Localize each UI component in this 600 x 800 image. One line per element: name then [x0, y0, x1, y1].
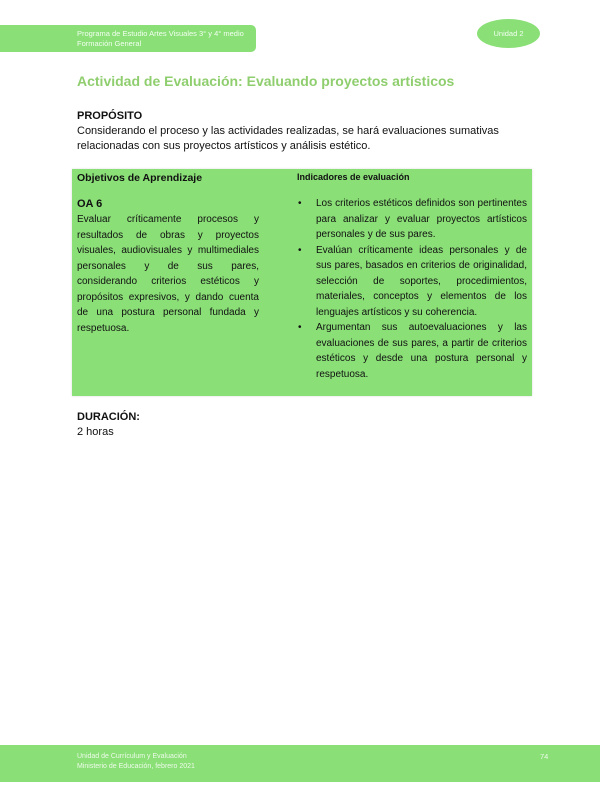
- footer-line-2: Ministerio de Educación, febrero 2021: [77, 763, 195, 770]
- footer-line-1: Unidad de Currículum y Evaluación: [77, 753, 187, 760]
- objectives-header: Objetivos de Aprendizaje: [77, 172, 203, 184]
- purpose-text: Considerando el proceso y las actividades realizadas, se hará evaluaciones sumativas relacionadas con sus proyectos artísticos y análisis estético.: [77, 125, 499, 152]
- oa-description: Evaluar críticamente procesos y resultados de obras y proyectos visuales, audiovisuales y multimediales personales y de sus pares, considerando criterios estéticos y propósitos expresivos, y dando cuenta de una postura personal fundada y respetuosa.: [77, 214, 259, 334]
- indicator-text: Argumentan sus autoevaluaciones y las evaluaciones de sus pares, a partir de criterios estéticos y desde una postura personal y respetuosa.: [316, 322, 527, 380]
- bullet-icon: •: [298, 244, 302, 256]
- oa-title: OA 6: [77, 198, 103, 210]
- duration-value: 2 horas: [77, 426, 114, 438]
- program-line-2: Formación General: [77, 38, 142, 48]
- indicator-text: Los criterios estéticos definidos son pertinentes para analizar y evaluar proyectos artísticos personales y de sus pares.: [316, 198, 527, 240]
- page-title: Actividad de Evaluación: Evaluando proyectos artísticos: [77, 73, 455, 89]
- objectives-table: [72, 169, 532, 396]
- program-line-1: Programa de Estudio Artes Visuales 3° y 4° medio: [77, 29, 244, 38]
- indicators-list: [297, 196, 527, 382]
- header-banner: [0, 25, 256, 52]
- page-number: 74: [540, 752, 549, 761]
- indicator-item: [297, 320, 527, 382]
- unit-badge: Unidad 2: [477, 19, 540, 48]
- program-info: [77, 29, 244, 48]
- footer-info: [77, 752, 195, 772]
- bullet-icon: •: [298, 322, 302, 333]
- bullet-icon: •: [298, 198, 302, 209]
- indicator-text: Evalúan críticamente ideas personales y de sus pares, basados en criterios de originalidad, selección de soportes, procedimientos, materiales, conceptos y elementos de los lenguajes artísticos y su coherencia.: [316, 244, 527, 318]
- indicator-item: [297, 196, 527, 243]
- indicator-item: [297, 243, 527, 321]
- indicators-header: Indicadores de evaluación: [297, 172, 410, 182]
- purpose-label: PROPÓSITO: [77, 110, 143, 122]
- duration-label: DURACIÓN:: [77, 411, 140, 423]
- page-footer: [0, 745, 600, 782]
